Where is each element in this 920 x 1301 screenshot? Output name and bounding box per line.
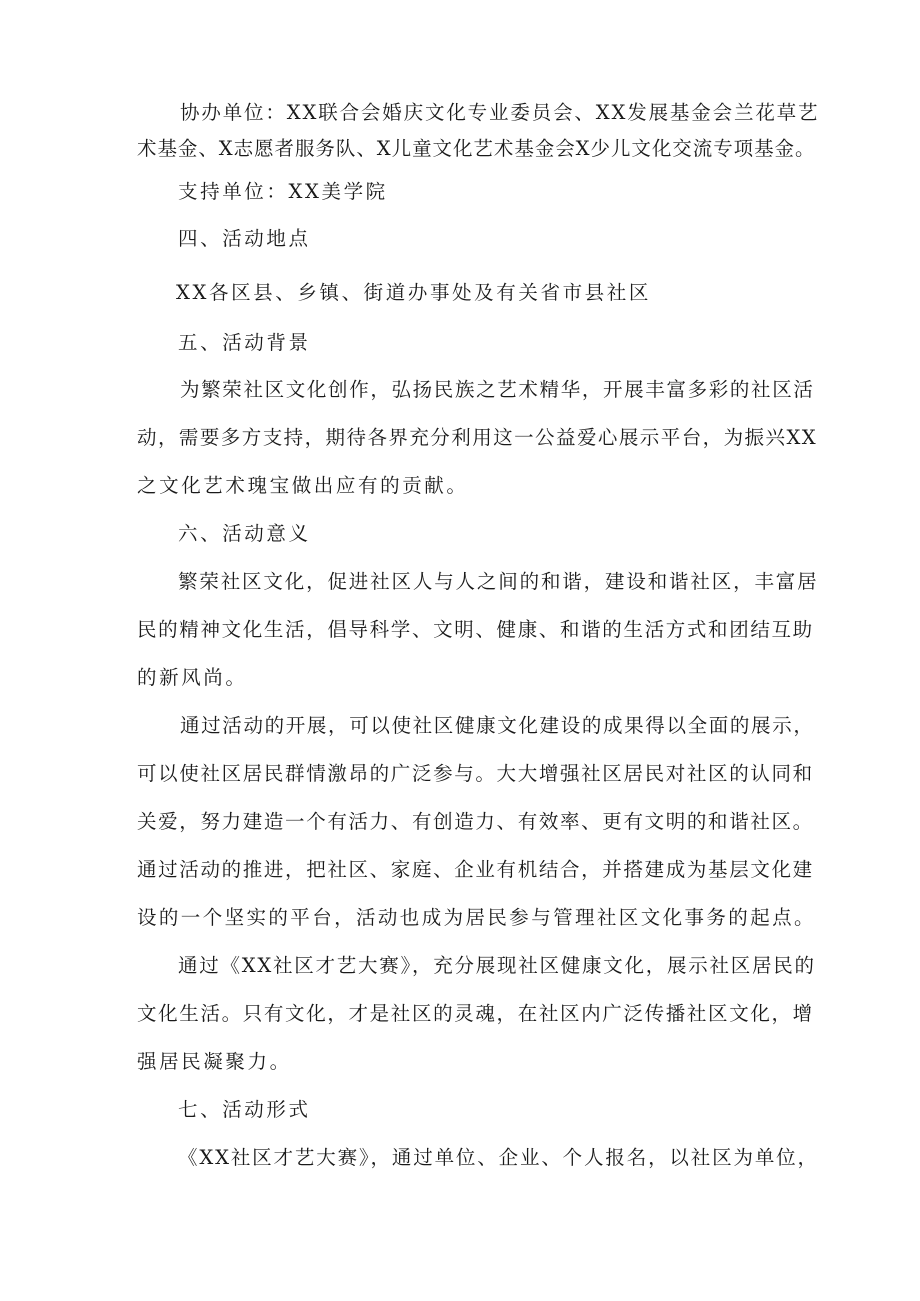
significance-3-line-1: 通过《XX社区才艺大赛》，充分展现社区健康文化，展示社区居民的: [178, 954, 816, 977]
significance-2-line-3: 关爱，努力建造一个有活力、有创造力、有效率、更有文明的和谐社区。: [137, 810, 814, 833]
location-line: XX各区县、乡镇、街道办事处及有关省市县社区: [176, 281, 651, 304]
significance-1-line-3: 的新风尚。: [137, 666, 248, 689]
co-organizer-line-2: 术基金、X志愿者服务队、X儿童文化艺术基金会X少儿文化交流专项基金。: [137, 137, 816, 160]
section-heading-location: 四、活动地点: [178, 227, 311, 250]
significance-2-line-1: 通过活动的开展，可以使社区健康文化建设的成果得以全面的展示，: [180, 714, 815, 737]
co-organizer-line-1: 协办单位：XX联合会婚庆文化专业委员会、XX发展基金会兰花草艺: [180, 101, 820, 124]
section-heading-form: 七、活动形式: [178, 1098, 311, 1121]
significance-3-line-3: 强居民凝聚力。: [137, 1050, 292, 1073]
background-line-3: 之文化艺术瑰宝做出应有的贡献。: [137, 474, 469, 497]
significance-2-line-4: 通过活动的推进，把社区、家庭、企业有机结合，并搭建成为基层文化建: [137, 858, 814, 881]
background-line-1: 为繁荣社区文化创作，弘扬民族之艺术精华，开展丰富多彩的社区活: [180, 378, 815, 401]
significance-2-line-2: 可以使社区居民群情激昂的广泛参与。大大增强社区居民对社区的认同和: [137, 762, 814, 785]
significance-1-line-2: 民的精神文化生活，倡导科学、文明、健康、和谐的生活方式和团结互助: [137, 618, 814, 641]
significance-3-line-2: 文化生活。只有文化，才是社区的灵魂，在社区内广泛传播社区文化，增: [137, 1002, 814, 1025]
significance-2-line-5: 设的一个坚实的平台，活动也成为居民参与管理社区文化事务的起点。: [137, 906, 816, 929]
significance-1-line-1: 繁荣社区文化，促进社区人与人之间的和谐，建设和谐社区，丰富居: [178, 570, 819, 593]
section-heading-significance: 六、活动意义: [178, 522, 311, 545]
form-line-1: 《XX社区才艺大赛》，通过单位、企业、个人报名，以社区为单位，: [178, 1146, 819, 1169]
section-heading-background: 五、活动背景: [178, 331, 311, 354]
background-line-2: 动，需要多方支持，期待各界充分利用这一公益爱心展示平台，为振兴XX: [137, 426, 818, 449]
support-unit-line: 支持单位：XX美学院: [178, 180, 388, 203]
